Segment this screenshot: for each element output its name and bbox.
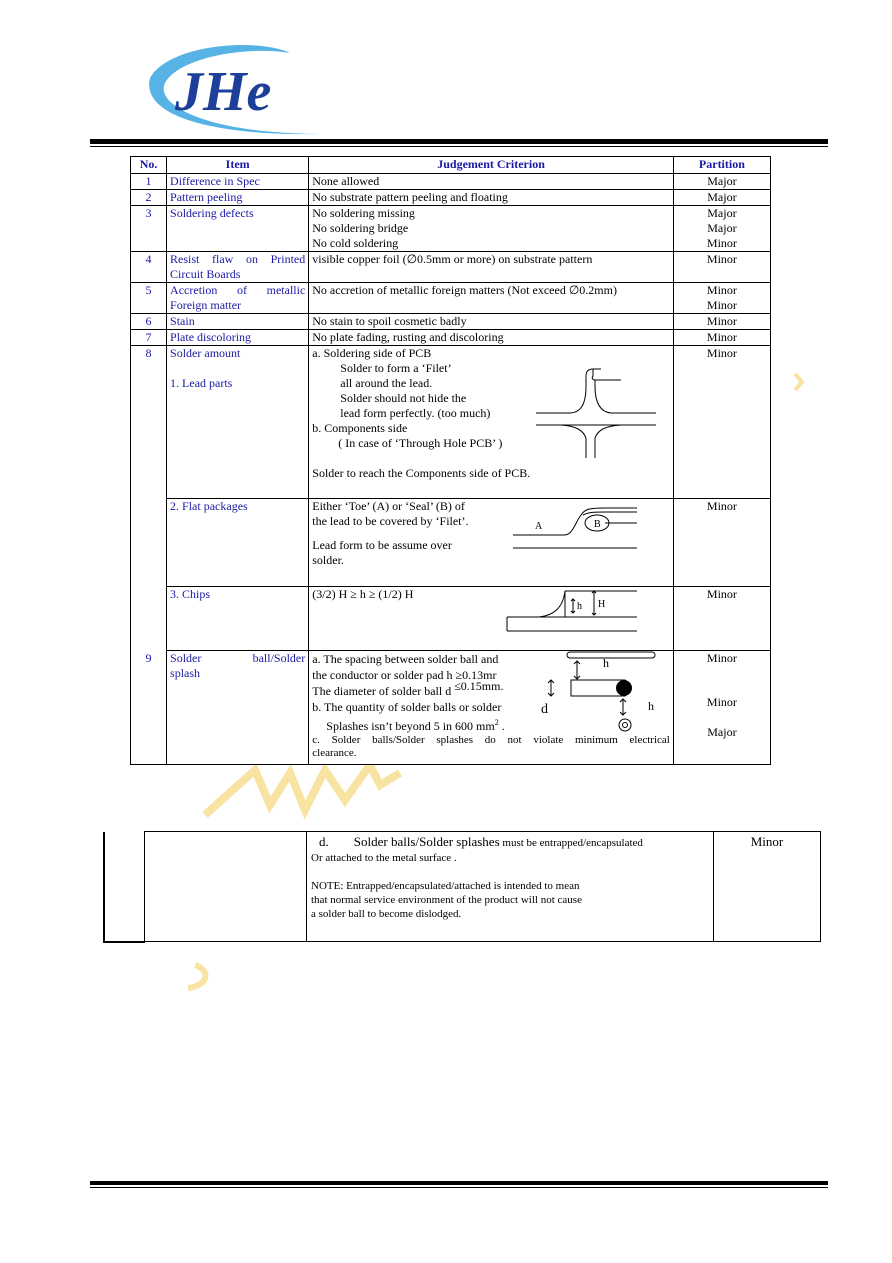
row-item <box>167 283 309 314</box>
criterion-line: clearance. <box>312 747 357 759</box>
criterion-line: No soldering bridge <box>312 221 409 235</box>
item-subline: 1. Lead parts <box>170 376 233 390</box>
item-line: Foreign matter <box>170 298 242 312</box>
row-criterion <box>309 346 674 499</box>
row-criterion <box>309 499 674 587</box>
item-line: Solder ball/Solder <box>170 651 306 665</box>
continuation-table <box>103 831 821 943</box>
partition-line: Major <box>707 725 737 739</box>
note-line: that normal service environment of the product will not cause <box>311 894 582 906</box>
row-item: Stain <box>167 314 309 330</box>
note-line: a solder ball to become dislodged. <box>311 908 462 920</box>
company-logo <box>140 38 340 138</box>
table-row <box>131 330 771 346</box>
row-criterion: visible copper foil (∅0.5mm or more) on substrate pattern <box>309 252 674 283</box>
solder-ball-diagram <box>541 651 669 737</box>
criterion-line: Or attached to the metal surface . <box>311 852 457 864</box>
criterion-text: The diameter of solder ball d <box>312 684 452 698</box>
row-partition: Minor <box>673 330 770 346</box>
criterion-line: lead form perfectly. (too much) <box>340 406 491 420</box>
logo-text: JHe <box>175 61 272 123</box>
partition-line: Major <box>707 221 737 235</box>
chip-fillet-diagram <box>505 587 645 633</box>
criterion-line: Either ‘Toe’ (A) or ‘Seal’ (B) of <box>312 499 465 513</box>
row-criterion <box>309 206 674 252</box>
row-item: Pattern peeling <box>167 190 309 206</box>
criterion-text: d. <box>319 834 329 849</box>
table-row <box>131 174 771 190</box>
row-partition <box>673 651 770 765</box>
footer-rule <box>90 1181 828 1185</box>
lead-fillet-diagram <box>531 366 671 461</box>
label-h: h <box>577 601 583 612</box>
row-no: 2 <box>131 190 167 206</box>
criterion-line: the lead to be covered by ‘Filet’. <box>312 514 469 528</box>
header-no: No. <box>131 157 167 174</box>
row-partition: Minor <box>673 346 770 499</box>
row-criterion: No stain to spoil cosmetic badly <box>309 314 674 330</box>
criterion-text: . <box>498 719 505 733</box>
table-row <box>131 314 771 330</box>
row-item: Difference in Spec <box>167 174 309 190</box>
criterion-line: solder. <box>312 553 344 567</box>
row-criterion: No accretion of metallic foreign matters (Not exceed ∅0.2mm) <box>309 283 674 314</box>
row-partition: Minor <box>673 314 770 330</box>
criterion-line: the conductor or solder pad h ≥0.13mr <box>312 668 497 682</box>
item-line: Solder amount <box>170 346 241 360</box>
partition-line: Minor <box>706 283 737 297</box>
row-no: 9 <box>131 651 167 765</box>
row-partition: Minor <box>673 252 770 283</box>
row-partition <box>673 206 770 252</box>
row-criterion <box>307 832 714 942</box>
row-partition: Minor <box>714 832 821 942</box>
row-partition: Major <box>673 174 770 190</box>
row-item <box>167 252 309 283</box>
superscript: 2 <box>494 718 499 727</box>
row-no: 4 <box>131 252 167 283</box>
header-partition: Partition <box>673 157 770 174</box>
row-no: 3 <box>131 206 167 252</box>
row-criterion: No substrate pattern peeling and floating <box>309 190 674 206</box>
criterion-text: must be entrapped/encapsulated <box>499 837 643 849</box>
criterion-text: Splashes isn’t beyond 5 in 600 mm <box>326 719 495 733</box>
table-row-continuation <box>104 832 821 942</box>
partition-line: Minor <box>706 236 737 250</box>
row-item: Soldering defects <box>167 206 309 252</box>
criterion-text: Solder balls/Solder splashes <box>353 834 500 849</box>
table-row <box>131 283 771 314</box>
label-b: B <box>594 519 601 530</box>
criterion-line: Lead form to be assume over <box>312 538 452 552</box>
partition-line: Major <box>707 206 737 220</box>
criterion-line: Solder to reach the Components side of PCB. <box>312 466 531 480</box>
item-line: Accretion of metallic <box>170 283 306 297</box>
criterion-line: a. Soldering side of PCB <box>312 346 432 360</box>
header-rule-thin <box>90 146 828 147</box>
label-h-top: h <box>603 656 610 670</box>
criterion-line <box>311 834 709 851</box>
row-item: 2. Flat packages <box>167 499 309 587</box>
table-row <box>131 190 771 206</box>
label-H: H <box>598 599 606 610</box>
criterion-line: all around the lead. <box>340 376 433 390</box>
partition-line: Minor <box>706 298 737 312</box>
row-item: 3. Chips <box>167 587 309 651</box>
criterion-line: a. The spacing between solder ball and <box>312 652 499 666</box>
row-partition <box>673 283 770 314</box>
criterion-line: b. The quantity of solder balls or solder <box>312 700 502 714</box>
row-no: 8 <box>131 346 167 499</box>
criteria-table <box>130 156 771 765</box>
row-item: Plate discoloring <box>167 330 309 346</box>
table-header-row <box>131 157 771 174</box>
note-line: NOTE: Entrapped/encapsulated/attached is intended to mean <box>311 880 580 892</box>
criterion-line: Solder should not hide the <box>340 391 467 405</box>
criterion-line: b. Components side <box>312 421 408 435</box>
row-item <box>167 346 309 499</box>
header-item: Item <box>167 157 309 174</box>
item-line: splash <box>170 666 201 680</box>
watermark-mark-3 <box>792 372 806 392</box>
footer-rule-thin <box>90 1187 828 1188</box>
table-row-flat-packages <box>131 499 771 587</box>
row-criterion: None allowed <box>309 174 674 190</box>
criterion-line: No cold soldering <box>312 236 399 250</box>
row-criterion: No plate fading, rusting and discoloring <box>309 330 674 346</box>
label-d: d <box>541 702 549 717</box>
criterion-text: ≤0.15mm. <box>454 679 504 693</box>
watermark-mark-2 <box>180 960 220 995</box>
partition-line: Minor <box>706 695 737 709</box>
row-criterion <box>309 651 674 765</box>
header-criterion: Judgement Criterion <box>309 157 674 174</box>
table-row <box>131 206 771 252</box>
criterion-line: No soldering missing <box>312 206 415 220</box>
row-item <box>167 651 309 765</box>
item-line: Resist flaw on Printed <box>170 252 306 266</box>
row-no: 5 <box>131 283 167 314</box>
row-partition: Major <box>673 190 770 206</box>
criterion-line: ( In case of ‘Through Hole PCB’ ) <box>338 436 503 450</box>
label-a: A <box>535 521 543 532</box>
criterion-line: (3/2) H ≥ h ≥ (1/2) H <box>312 587 414 601</box>
table-row-solder-amount <box>131 346 771 499</box>
header-rule <box>90 139 828 144</box>
table-row <box>131 252 771 283</box>
row-no: 7 <box>131 330 167 346</box>
row-no: 6 <box>131 314 167 330</box>
watermark-mark <box>195 765 425 825</box>
criterion-line: Solder to form a ‘Filet’ <box>340 361 452 375</box>
label-h-bottom: h <box>648 699 655 713</box>
row-criterion <box>309 587 674 651</box>
flat-package-diagram <box>505 501 645 551</box>
table-row-chips <box>131 587 771 651</box>
row-partition: Minor <box>673 499 770 587</box>
row-partition: Minor <box>673 587 770 651</box>
row-no: 1 <box>131 174 167 190</box>
criterion-line: c. Solder balls/Solder splashes do not violate minimum electrical <box>312 734 670 746</box>
partition-line: Minor <box>706 651 737 665</box>
item-line: Circuit Boards <box>170 267 241 281</box>
table-row-solder-ball <box>131 651 771 765</box>
